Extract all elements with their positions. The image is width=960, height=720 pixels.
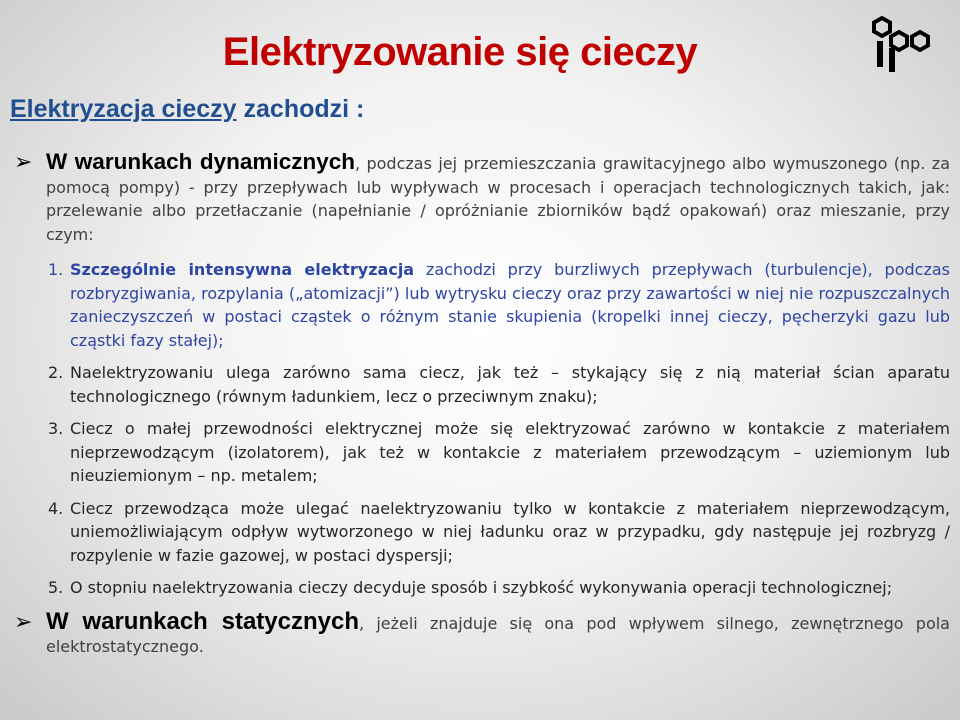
list-item-lead: Szczególnie intensywna elektryzacja: [70, 260, 415, 279]
arrow-bullet-icon: ➢: [14, 609, 33, 635]
slide-content: [10, 150, 950, 659]
list-item-text: Ciecz o małej przewodności elektrycznej może się elektryzować zarówno w kontakcie z materiałem nieprzewodzącym (izolatorem), jak też w kontakcie z materiałem przewodzącym – uziemionym lub nieuziemionym – np. metalem;: [70, 419, 950, 485]
bullet-dynamic-lead: W warunkach dynamicznych: [46, 149, 355, 174]
list-item: [48, 576, 950, 600]
list-item-text: zachodzi przy burzliwych przepływach (turbulencje), podczas rozbryzgiwania, rozpylania („atomizacji”) lub wytrysku cieczy oraz przy zawartości w niej nie rozpuszczalnych zanieczyszczeń w postaci cząstek o różnym stanie skupienia (kropelki innej cieczy, pęcherzyki gazu lub cząstki fazy stałej);: [70, 260, 950, 350]
list-item-number: 5.: [48, 578, 64, 597]
list-item-number: 3.: [48, 419, 64, 438]
list-item-number: 4.: [48, 498, 64, 518]
bullet-dynamic: [10, 150, 950, 246]
list-item: [48, 417, 950, 488]
list-item: [48, 258, 950, 352]
numbered-list: [10, 258, 950, 600]
list-item-text: Ciecz przewodząca może ulegać naelektryzowaniu tylko w kontakcie z materiałem nieprzewodzącym, uniemożliwiającym odpływ wytworzonego w niej ładunku oraz w przypadku, gdy następuje jej rozbryzg / rozpylenie w fazie gazowej, w postaci dyspersji;: [70, 498, 950, 565]
list-item-text: O stopniu naelektryzowania cieczy decyduje sposób i szybkość wykonywania operacji technologicznej;: [70, 578, 893, 597]
subtitle-underlined: Elektryzacja cieczy: [10, 95, 237, 123]
slide-title: Elektryzowanie się cieczy: [222, 30, 698, 74]
list-item: [48, 361, 950, 408]
list-item: [48, 497, 950, 568]
section-subtitle: [10, 95, 364, 124]
list-item-number: 1.: [48, 260, 64, 279]
bullet-static-text: , jeżeli znajduje się ona pod wpływem silnego, zewnętrznego pola elektrostatycznego.: [46, 613, 950, 656]
bullet-static-lead: W warunkach statycznych: [46, 607, 360, 635]
subtitle-rest: zachodzi :: [236, 95, 365, 123]
bullet-static: [10, 607, 950, 659]
ipo-logo-icon: [866, 14, 938, 74]
list-item-text: Naelektryzowaniu ulega zarówno sama ciecz, jak też – stykający się z nią materiał ścian aparatu technologicznego (równym ładunkiem, lecz o przeciwnym znaku);: [70, 363, 950, 406]
bullet-dynamic-text: , podczas jej przemieszczania grawitacyjnego albo wymuszonego (np. za pomocą pompy) - przy przepływach lub wypływach w procesach i operacjach technologicznych takich, jak: przelewanie albo przetłaczanie (napełnianie / opróżnianie zbiorników bądź opakowań) oraz mieszanie, przy czym:: [46, 154, 951, 244]
arrow-bullet-icon: ➢: [14, 150, 33, 175]
list-item-number: 2.: [48, 363, 64, 382]
